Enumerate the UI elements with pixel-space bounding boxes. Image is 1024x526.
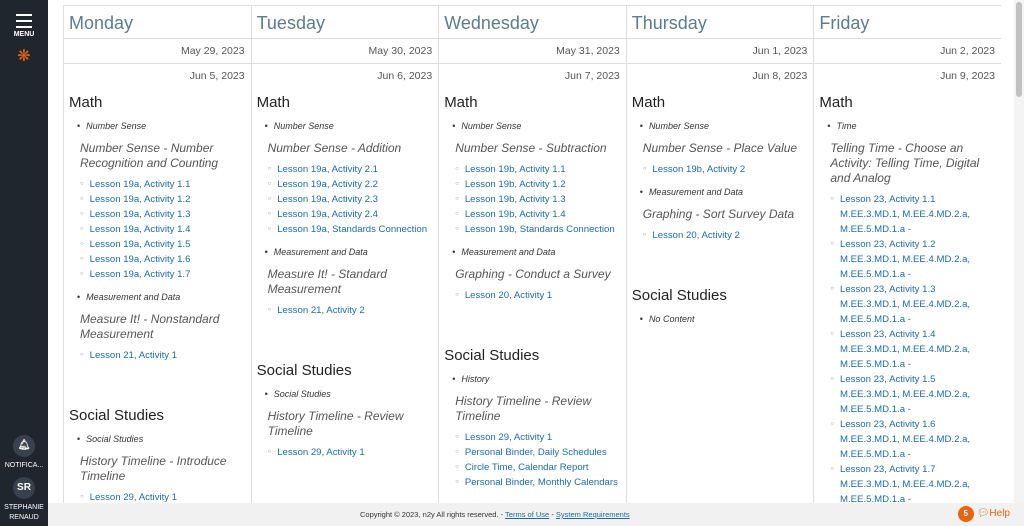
avatar: SR: [13, 477, 35, 499]
lesson-list: [80, 490, 246, 503]
help-label: Help: [989, 508, 1010, 519]
lesson-link[interactable]: ○ Lesson 19a, Activity 1.5: [80, 237, 246, 252]
bell-icon: 🔔︎: [13, 435, 35, 457]
lesson-link[interactable]: ○ Lesson 20, Activity 1: [455, 288, 621, 303]
subject-section: [444, 347, 621, 490]
week-date: May 30, 2023: [252, 39, 439, 64]
n2y-logo-icon[interactable]: ❋: [17, 48, 31, 65]
day-name: Friday: [814, 5, 1001, 39]
topic-label: • Number Sense: [77, 121, 246, 131]
unit-title: Telling Time - Choose an Activity: Telling Time, Digital and Analog: [830, 141, 980, 185]
subject-heading: Social Studies: [444, 347, 540, 364]
help-badge: 5: [958, 506, 974, 522]
subject-heading: Math: [69, 94, 103, 111]
unit-title: Number Sense - Place Value: [642, 141, 798, 155]
lesson-list: [268, 445, 434, 460]
subject-section: [444, 94, 621, 303]
lesson-link[interactable]: ○ Lesson 23, Activity 1.2 M.EE.3.MD.1, M.EE.4.MD.2.a, M.EE.5.MD.1.a -: [830, 237, 996, 282]
global-nav: [0, 0, 48, 526]
weekly-calendar: [63, 5, 1001, 503]
day-body: [64, 94, 251, 503]
subject-heading: Math: [256, 94, 290, 111]
lesson-link[interactable]: ○ Lesson 19a, Activity 1.7: [80, 267, 246, 282]
lesson-link[interactable]: ○ Lesson 19b, Activity 1.1: [455, 162, 621, 177]
subject-section: [69, 94, 246, 363]
subject-section: [69, 407, 246, 503]
lesson-list: [643, 228, 809, 243]
scrollbar[interactable]: [1014, 0, 1024, 503]
lesson-link[interactable]: ○ Circle Time, Calendar Report: [455, 460, 621, 475]
day-column-friday: [814, 5, 1001, 503]
lesson-link[interactable]: ○ Lesson 21, Activity 2: [268, 303, 434, 318]
lesson-link[interactable]: ○ Lesson 19a, Activity 1.4: [80, 222, 246, 237]
lesson-link[interactable]: ○ Lesson 21, Activity 1: [80, 348, 246, 363]
system-requirements-link[interactable]: System Requirements: [555, 510, 630, 519]
lesson-list: [268, 303, 434, 318]
topic-label: • Number Sense: [640, 121, 809, 131]
lesson-list: [455, 288, 621, 303]
lesson-list: [80, 348, 246, 363]
copyright-text: Copyright © 2023, n2y All rights reserved. -: [360, 510, 506, 519]
topic-label: • Social Studies: [77, 434, 246, 444]
help-button[interactable]: [958, 506, 1010, 522]
lesson-list: [455, 162, 621, 237]
week-date: Jun 7, 2023: [564, 70, 620, 82]
day-column-wednesday: [439, 5, 627, 503]
lesson-link[interactable]: ○ Lesson 20, Activity 2: [643, 228, 809, 243]
day-name: Monday: [64, 5, 251, 39]
week-date: Jun 2, 2023: [814, 39, 1001, 64]
week-date: Jun 5, 2023: [189, 70, 245, 82]
menu-button[interactable]: [0, 14, 48, 38]
lesson-link[interactable]: ○ Lesson 23, Activity 1.5 M.EE.3.MD.1, M.EE.4.MD.2.a, M.EE.5.MD.1.a -: [830, 372, 996, 417]
topic-label: • Measurement and Data: [640, 187, 809, 197]
lesson-list: [268, 162, 434, 237]
lesson-link[interactable]: ○ Lesson 19b, Standards Connection: [455, 222, 621, 237]
lesson-link[interactable]: ○ Lesson 23, Activity 1.6 M.EE.3.MD.1, M.EE.4.MD.2.a, M.EE.5.MD.1.a -: [830, 417, 996, 462]
subject-heading: Social Studies: [69, 407, 165, 424]
subject-section: [632, 287, 809, 324]
topic-label: • Number Sense: [265, 121, 434, 131]
day-name: Thursday: [627, 5, 814, 39]
day-body: [627, 94, 814, 324]
lesson-link[interactable]: ○ Lesson 23, Activity 1.3 M.EE.3.MD.1, M.EE.4.MD.2.a, M.EE.5.MD.1.a -: [830, 282, 996, 327]
week-date: Jun 6, 2023: [377, 70, 433, 82]
user-name: STEPHANIE RENAUD: [4, 504, 44, 521]
unit-title: Graphing - Sort Survey Data: [642, 207, 795, 221]
day-body: [814, 94, 1001, 503]
day-column-thursday: [627, 5, 815, 503]
lesson-link[interactable]: ○ Lesson 19a, Activity 2.4: [268, 207, 434, 222]
lesson-link[interactable]: ○ Lesson 29, Activity 1: [268, 445, 434, 460]
lesson-link[interactable]: ○ Lesson 29, Activity 1: [80, 490, 246, 503]
lesson-link[interactable]: ○ Lesson 19a, Activity 2.2: [268, 177, 434, 192]
lesson-link[interactable]: ○ Lesson 19b, Activity 1.2: [455, 177, 621, 192]
topic-label: • Measurement and Data: [265, 247, 434, 257]
unit-title: History Timeline - Review Timeline: [267, 409, 404, 438]
unit-title: Number Sense - Subtraction: [455, 141, 607, 155]
user-button[interactable]: [0, 477, 48, 523]
day-column-monday: [64, 5, 252, 503]
day-name: Wednesday: [439, 5, 626, 39]
day-column-tuesday: [252, 5, 440, 503]
subject-section: [257, 94, 434, 318]
lesson-link[interactable]: ○ Lesson 23, Activity 1.7 M.EE.3.MD.1, M.EE.4.MD.2.a, M.EE.5.MD.1.a -: [830, 462, 996, 503]
lesson-link[interactable]: ○ Lesson 19a, Activity 1.2: [80, 192, 246, 207]
lesson-link[interactable]: ○ Lesson 23, Activity 1.1 M.EE.3.MD.1, M.EE.4.MD.2.a, M.EE.5.MD.1.a -: [830, 192, 996, 237]
day-name: Tuesday: [252, 5, 439, 39]
lesson-link[interactable]: ○ Lesson 29, Activity 1: [455, 430, 621, 445]
unit-title: Measure It! - Nonstandard Measurement: [80, 312, 220, 341]
topic-label: • Measurement and Data: [77, 292, 246, 302]
week-date: Jun 9, 2023: [940, 70, 995, 82]
scrollbar-thumb[interactable]: [1016, 2, 1022, 97]
subject-heading: Social Studies: [256, 362, 352, 379]
chat-icon: 💬︎: [976, 508, 990, 519]
lesson-list: [455, 430, 621, 490]
unit-title: Graphing - Conduct a Survey: [455, 267, 611, 281]
topic-label: • Social Studies: [265, 389, 434, 399]
lesson-link[interactable]: ○ Lesson 23, Activity 1.4 M.EE.3.MD.1, M.EE.4.MD.2.a, M.EE.5.MD.1.a -: [830, 327, 996, 372]
topic-label: • History: [452, 374, 621, 384]
day-body: [439, 94, 626, 490]
subject-heading: Social Studies: [631, 287, 727, 304]
notifications-button[interactable]: [0, 435, 48, 471]
lesson-link[interactable]: ○ Lesson 19b, Activity 1.3: [455, 192, 621, 207]
lesson-list: [830, 192, 996, 503]
topic-label: • Measurement and Data: [452, 247, 621, 257]
separator: -: [549, 510, 556, 519]
lesson-link[interactable]: ○ Lesson 19a, Activity 1.6: [80, 252, 246, 267]
lesson-link[interactable]: ○ Lesson 19b, Activity 2: [643, 162, 809, 177]
subject-heading: Math: [444, 94, 478, 111]
lesson-link[interactable]: ○ Lesson 19a, Activity 1.3: [80, 207, 246, 222]
unit-title: History Timeline - Introduce Timeline: [80, 454, 227, 483]
subject-heading: Math: [631, 94, 666, 111]
subject-section: [257, 362, 434, 460]
lesson-list: [643, 162, 809, 177]
topic-label: • Time: [827, 121, 996, 131]
subject-section: [819, 94, 996, 503]
topic-label: • Number Sense: [452, 121, 621, 131]
hamburger-icon: [16, 14, 32, 28]
lesson-link[interactable]: ○ Lesson 19a, Activity 1.1: [80, 177, 246, 192]
unit-title: Number Sense - Number Recognition and Counting: [80, 141, 219, 170]
subject-section: [632, 94, 809, 243]
week-date: Jun 8, 2023: [752, 70, 808, 82]
topic-label: • No Content: [640, 314, 809, 324]
lesson-link[interactable]: ○ Lesson 19a, Activity 2.1: [268, 162, 434, 177]
unit-title: Number Sense - Addition: [267, 141, 402, 155]
lesson-link[interactable]: ○ Personal Binder, Daily Schedules: [455, 445, 621, 460]
day-body: [252, 94, 439, 460]
week-date: May 31, 2023: [439, 39, 626, 64]
lesson-list: [80, 177, 246, 282]
menu-label: MENU: [13, 31, 35, 38]
lesson-link[interactable]: ○ Personal Binder, Monthly Calendars: [455, 475, 621, 490]
lesson-link[interactable]: ○ Lesson 19a, Activity 2.3: [268, 192, 434, 207]
footer: [48, 503, 1024, 526]
unit-title: History Timeline - Review Timeline: [455, 394, 592, 423]
subject-heading: Math: [819, 94, 853, 111]
copyright: [360, 503, 630, 526]
week-date: Jun 1, 2023: [627, 39, 814, 64]
week-date: May 29, 2023: [64, 39, 251, 64]
lesson-link[interactable]: ○ Lesson 19b, Activity 1.4: [455, 207, 621, 222]
lesson-link[interactable]: ○ Lesson 19a, Standards Connection: [268, 222, 434, 237]
terms-link[interactable]: Terms of Use: [505, 510, 550, 519]
notifications-label: NOTIFICA...: [4, 462, 44, 469]
unit-title: Measure It! - Standard Measurement: [267, 267, 387, 296]
